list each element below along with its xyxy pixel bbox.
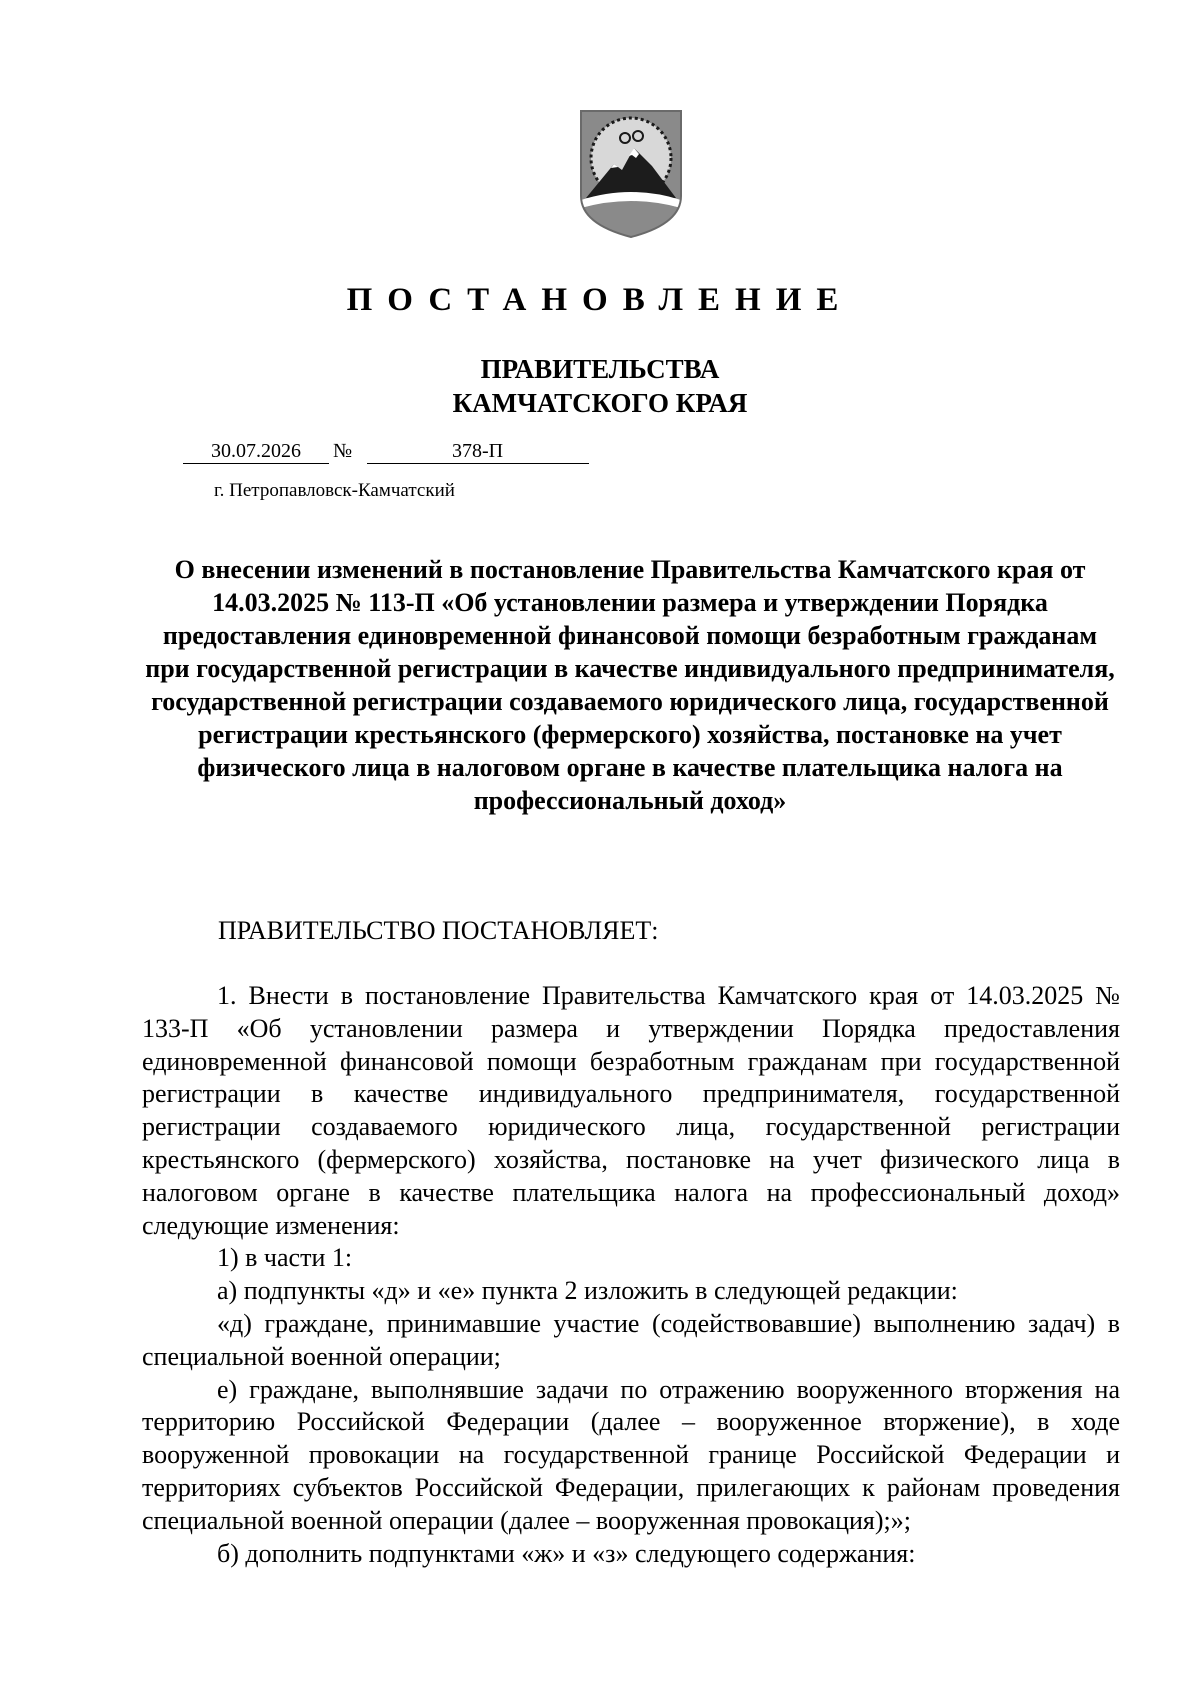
paragraph: б) дополнить подпунктами «ж» и «з» следующего содержания: (217, 1538, 916, 1568)
number-label: № (333, 440, 353, 462)
city-name: г. Петропавловск-Камчатский (214, 480, 455, 501)
document-type: ПОСТАНОВЛЕНИЕ (346, 282, 854, 318)
paragraph: «д) граждане, принимавшие участие (содействовавшие) выполнению задач) в специальной военной операции; (142, 1308, 1120, 1371)
document-number-field (367, 437, 589, 464)
paragraph: 1. Внести в постановление Правительства Камчатского края от 14.03.2025 № 133-П «Об установлении размера и утверждении Порядка предоставления единовременной финансовой помощи безработным гражданам при государственной регистрации в качестве индивидуального предпринимателя, государственной регистрации создаваемого юридического лица, государственной регистрации крестьянского (фермерского) хозяйства, постановке на учет физического лица в налоговом органе в качестве плательщика налога на профессиональный доход» следующие изменения: (142, 981, 1120, 1240)
paragraph: 1) в части 1: (217, 1243, 353, 1273)
issuer-line-1: ПРАВИТЕЛЬСТВА (480, 354, 720, 384)
issuer-block (0, 352, 1200, 420)
issuer-line-2: КАМЧАТСКОГО КРАЯ (452, 388, 748, 418)
date-number-line (183, 437, 603, 467)
document-body (142, 980, 1120, 1570)
paragraph: е) граждане, выполнявшие задачи по отражению вооруженного вторжения на территорию Российской Федерации (далее – вооруженное вторжение), в ходе вооруженной провокации на государственной границе Российской Федерации и территориях субъектов Российской Федерации, прилегающих к районам проведения специальной военной операции (далее – вооруженная провокация);»; (142, 1374, 1120, 1535)
document-date: 30.07.2026 (183, 437, 329, 464)
paragraph: а) подпункты «д» и «е» пункта 2 изложить в следующей редакции: (217, 1276, 958, 1306)
coat-of-arms-emblem (578, 108, 684, 240)
document-title: О внесении изменений в постановление Правительства Камчатского края от 14.03.2025 № 113-П «Об установлении размера и утверждении Порядка предоставления единовременной финансовой помощи безработным гражданам при государственной регистрации в качестве индивидуального предпринимателя, государственной регистрации создаваемого юридического лица, государственной регистрации крестьянского (фермерского) хозяйства, постановке на учет физического лица в налоговом органе в качестве плательщика налога на профессиональный доход» (145, 555, 1115, 815)
document-number: 378-П (452, 440, 504, 462)
decree-phrase: ПРАВИТЕЛЬСТВО ПОСТАНОВЛЯЕТ: (218, 916, 659, 945)
